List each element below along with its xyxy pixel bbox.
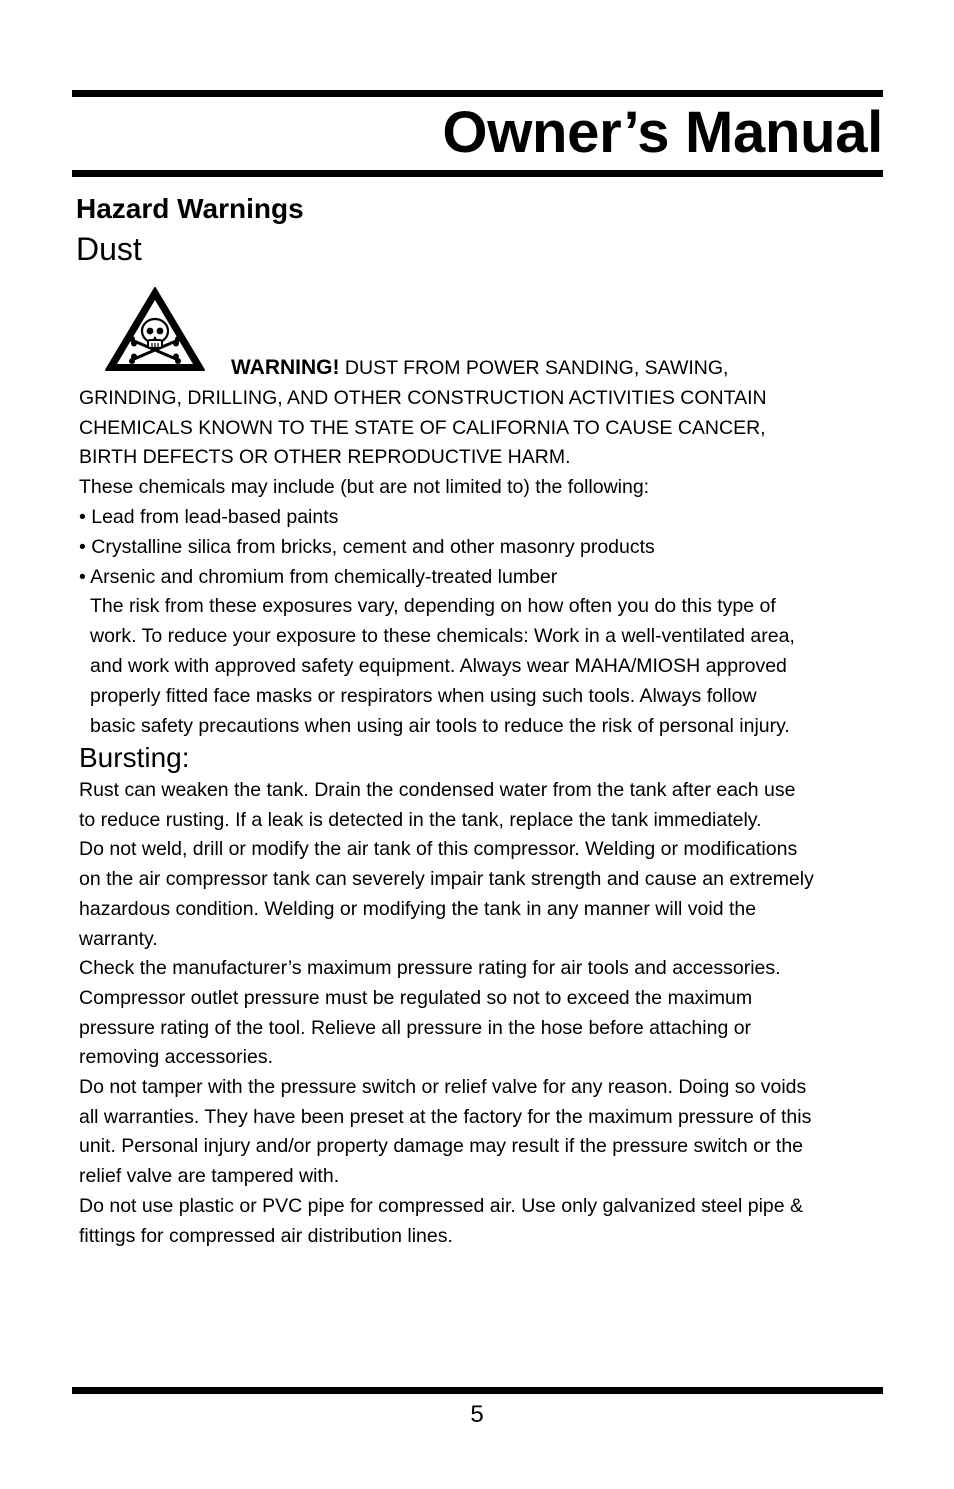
bullet-item: • Lead from lead-based paints [79,505,339,528]
bursting-line: warranty. [79,927,158,950]
bursting-line: on the air compressor tank can severely impair tank strength and cause an extremely [79,868,814,891]
footer-rule [72,1387,883,1394]
bursting-line: to reduce rusting. If a leak is detected in the tank, replace the tank immediately. [79,808,762,831]
bursting-text [79,776,889,1251]
dust-warning-text [79,353,879,741]
risk-paragraph-line: and work with approved safety equipment. Always wear MAHA/MIOSH approved [90,654,787,677]
warning-line: CHEMICALS KNOWN TO THE STATE OF CALIFORNIA TO CAUSE CANCER, [79,416,766,439]
warning-line: WARNING! DUST FROM POWER SANDING, SAWING, [231,356,729,379]
header-top-rule [72,90,883,97]
risk-paragraph-line: The risk from these exposures vary, depending on how often you do this type of [90,595,776,618]
bursting-line: all warranties. They have been preset at the factory for the maximum pressure of this [79,1105,812,1128]
header-bottom-rule [72,170,883,177]
dust-heading: Dust [76,231,142,267]
page-title: Owner’s Manual [442,100,883,165]
bursting-line: fittings for compressed air distribution lines. [79,1224,453,1247]
risk-paragraph-line: work. To reduce your exposure to these chemicals: Work in a well-ventilated area, [90,625,795,648]
bursting-line: Rust can weaken the tank. Drain the condensed water from the tank after each use [79,779,796,801]
bullet-item: • Crystalline silica from bricks, cement and other masonry products [79,535,655,558]
bursting-line: Do not use plastic or PVC pipe for compressed air. Use only galvanized steel pipe & [79,1194,804,1217]
bursting-heading: Bursting: [79,742,190,773]
bursting-line: relief valve are tampered with. [79,1165,340,1188]
bursting-line: Compressor outlet pressure must be regulated so not to exceed the maximum [79,986,753,1009]
risk-paragraph-line: properly fitted face masks or respirators when using such tools. Always follow [90,684,757,707]
bursting-line: Check the manufacturer’s maximum pressure rating for air tools and accessories. [79,957,781,980]
bursting-line: pressure rating of the tool. Relieve all pressure in the hose before attaching or [79,1016,752,1039]
warning-line: BIRTH DEFECTS OR OTHER REPRODUCTIVE HARM. [79,446,571,469]
warning-label: WARNING! [231,356,340,379]
bursting-line: Do not weld, drill or modify the air tank of this compressor. Welding or modifications [79,838,798,861]
bursting-line: removing accessories. [79,1046,273,1069]
bursting-line: Do not tamper with the pressure switch or relief valve for any reason. Doing so voids [79,1076,807,1099]
bursting-line: unit. Personal injury and/or property damage may result if the pressure switch or the [79,1135,804,1158]
chemicals-intro: These chemicals may include (but are not limited to) the following: [79,476,650,499]
bursting-line: hazardous condition. Welding or modifying the tank in any manner will void the [79,897,757,920]
page-number: 5 [470,1401,484,1428]
bullet-item: • Arsenic and chromium from chemically-treated lumber [79,565,558,588]
risk-paragraph-line: basic safety precautions when using air tools to reduce the risk of personal injury. [90,714,790,737]
warning-line: GRINDING, DRILLING, AND OTHER CONSTRUCTION ACTIVITIES CONTAIN [79,386,767,409]
section-heading: Hazard Warnings [76,193,304,224]
